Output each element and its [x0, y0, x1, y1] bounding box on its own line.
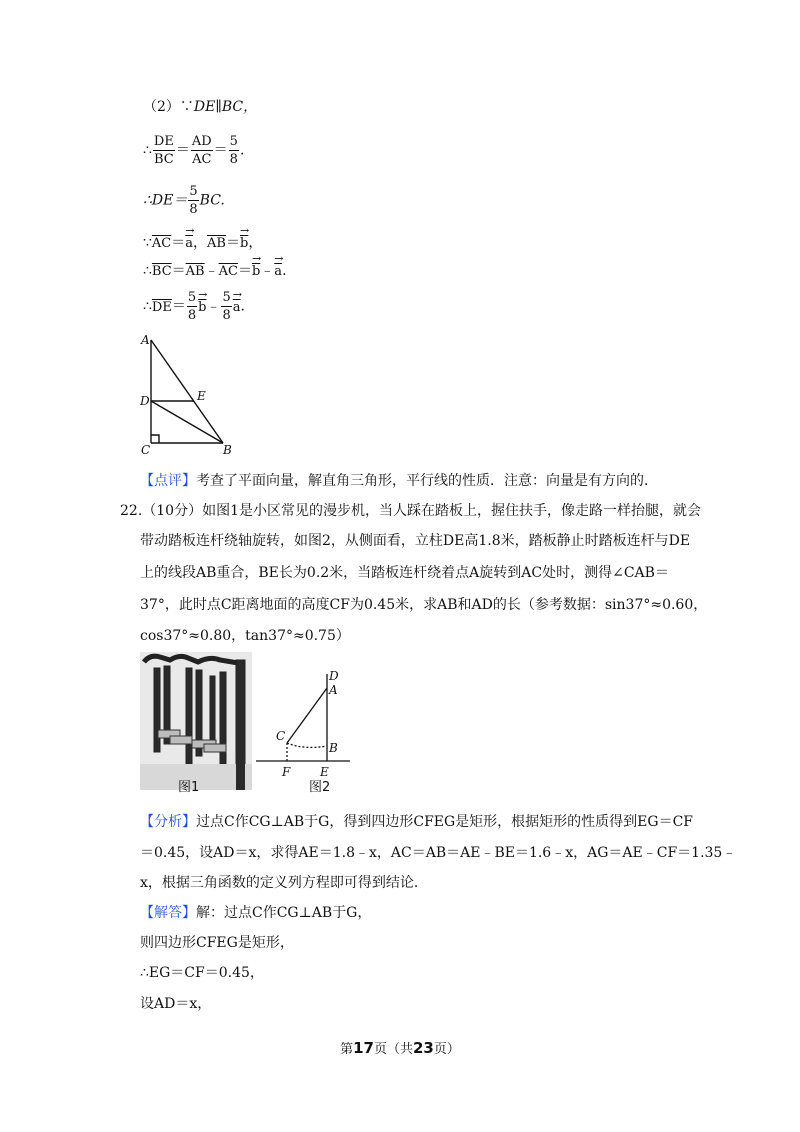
- denominator: 8: [189, 202, 198, 217]
- text: 过点C作CG⊥AB于G，得到四边形CFEG是矩形，根据矩形的性质得到EG＝CF: [196, 814, 694, 830]
- numerator: 5: [187, 290, 197, 305]
- text: 第: [340, 1042, 354, 1057]
- answer-line4: 设AD＝x，: [140, 996, 212, 1012]
- label-e: E: [320, 765, 329, 779]
- part2-line6: $\therefore\overline{DE}=$ $\frac{5}{8}$ → $\overline{b}﹣$ $\frac{5}{8}$ → $\overline{a}$.: [143, 289, 245, 324]
- q22-line5: cos37°≈0.80，tan37°≈0.75）: [140, 628, 350, 644]
- vector-ab: $\overline{AB}$: [207, 236, 226, 251]
- label-d: D: [140, 394, 150, 408]
- fraction-5-8: [221, 289, 231, 324]
- label-f: F: [282, 765, 291, 779]
- because-symbol: ∵: [143, 235, 152, 251]
- numerator: AD: [191, 134, 212, 149]
- walking-machine-photo: [140, 652, 252, 790]
- comment-line: [140, 470, 658, 490]
- label-a: A: [141, 333, 150, 347]
- numerator: DE: [153, 134, 174, 149]
- part2-line1: [143, 96, 257, 116]
- denominator: 8: [229, 152, 238, 167]
- text: BC.: [199, 192, 225, 209]
- fraction-5-8: [188, 183, 198, 218]
- math: DE∥BC，: [193, 99, 258, 115]
- q22-line4: 37°，此时点C距离地面的高度CF为0.45米，求AB和AD的长（参考数据：sin37°≈0.60，: [140, 597, 708, 613]
- part2-line3: [143, 183, 225, 218]
- denominator: BC: [154, 152, 174, 167]
- total-pages: 23: [413, 1039, 434, 1057]
- numerator: 5: [189, 184, 198, 199]
- q22-line1: 22.（10分）如图1是小区常见的漫步机，当人踩在踏板上，握住扶手，像走路一样抬腿，就会: [120, 503, 701, 519]
- rotation-arc: [287, 743, 327, 747]
- text: （2）∵: [143, 99, 194, 115]
- vector-ac: $\overline{AC}$: [218, 264, 238, 279]
- label-c: C: [141, 443, 151, 457]
- label-b: B: [329, 741, 338, 755]
- q22-line2: 带动踏板连杆绕轴旋转，如图2，从侧面看，立柱DE高1.8米，踏板静止时踏板连杆与DE: [140, 533, 691, 549]
- therefore-symbol: ∴: [143, 298, 152, 315]
- label-e: E: [197, 389, 206, 403]
- vector-ab: $\overline{AB}$: [185, 264, 205, 279]
- vector-b: → $\overline{b}$: [252, 264, 260, 279]
- analysis-line2: ＝0.45，设AD＝x，求得AE＝1.8﹣x，AC＝AB＝AE﹣BE＝1.6﹣x，AG＝AE﹣CF＝1.35﹣: [140, 845, 737, 861]
- comment-text: 考查了平面向量，解直角三角形，平行线的性质．注意：向量是有方向的．: [196, 473, 658, 489]
- answer-line3: ∴EG＝CF＝0.45，: [140, 965, 264, 981]
- answer-line2: 则四边形CFEG是矩形，: [140, 935, 294, 951]
- q22-line3: 上的线段AB重合，BE长为0.2米，当踏板连杆绕着点A旋转到AC处时，测得∠CAB＝: [140, 565, 669, 581]
- analysis-tag: 【分析】: [140, 814, 196, 830]
- text: ∴DE＝: [143, 192, 188, 209]
- fraction-5-8: [229, 133, 239, 168]
- vector-ac: $\overline{AC}$: [151, 236, 172, 251]
- page-number: 17: [353, 1039, 374, 1057]
- fraction-5-8: [187, 289, 197, 324]
- numerator: 5: [229, 134, 238, 149]
- part2-line2: ∴ $\frac{DE}{BC}$ ＝ $\frac{AD}{AC}$ ＝ $\frac{5}{8}$ .: [143, 134, 245, 167]
- denominator: 8: [222, 308, 231, 323]
- figure2-caption: 图2: [309, 780, 331, 795]
- vector-de: $\overline{DE}$: [151, 299, 172, 315]
- denominator: AC: [192, 152, 212, 167]
- text: 页（共: [373, 1042, 413, 1057]
- vector-a: → $\overline{a}$: [233, 300, 241, 315]
- page-footer: [0, 1038, 800, 1057]
- label-d: D: [329, 669, 339, 683]
- vector-a: → $\overline{a}$: [274, 264, 282, 279]
- triangle-figure: [135, 330, 245, 460]
- figure1-caption: 图1: [178, 780, 200, 795]
- answer-line1: [140, 902, 371, 922]
- therefore-symbol: ∴: [143, 142, 152, 159]
- vector-b: → $\overline{b}$: [240, 236, 248, 251]
- denominator: 8: [187, 308, 197, 323]
- period: .: [239, 142, 245, 159]
- segment-db: [151, 401, 223, 443]
- segment-ac: [287, 688, 327, 743]
- vector-bc: $\overline{BC}$: [151, 264, 172, 279]
- therefore-symbol: ∴: [143, 263, 152, 279]
- analysis-line3: x，根据三角函数的定义列方程即可得到结论．: [140, 875, 428, 891]
- numerator: 5: [222, 290, 231, 305]
- vector-b: → $\overline{b}$: [198, 300, 206, 315]
- answer-tag: 【解答】: [140, 905, 196, 921]
- part2-line4: $\because\overline{AC}=\to \overline{a}$，$\overline{AB}=\to \overline{b}$，: [143, 232, 262, 252]
- segment-ab: [151, 340, 223, 443]
- fraction-ad-ac: [191, 133, 213, 168]
- label-b: B: [223, 443, 232, 457]
- figure2-diagram: [252, 660, 362, 790]
- vector-a: → $\overline{a}$: [185, 236, 193, 251]
- text: 解：过点C作CG⊥AB于G，: [196, 905, 372, 921]
- fraction-de-bc: [153, 133, 175, 168]
- right-angle-mark: [151, 435, 159, 443]
- label-c: C: [276, 729, 286, 743]
- analysis-line1: [140, 811, 693, 831]
- text: 页）: [433, 1042, 460, 1057]
- comment-tag: 【点评】: [140, 473, 196, 489]
- part2-line5: $\therefore\overline{BC}=\overline{AB}﹣\overline{AC}=\to$ $\overline{b}﹣\to \overline{a}$.: [143, 260, 287, 280]
- label-a: A: [329, 683, 338, 697]
